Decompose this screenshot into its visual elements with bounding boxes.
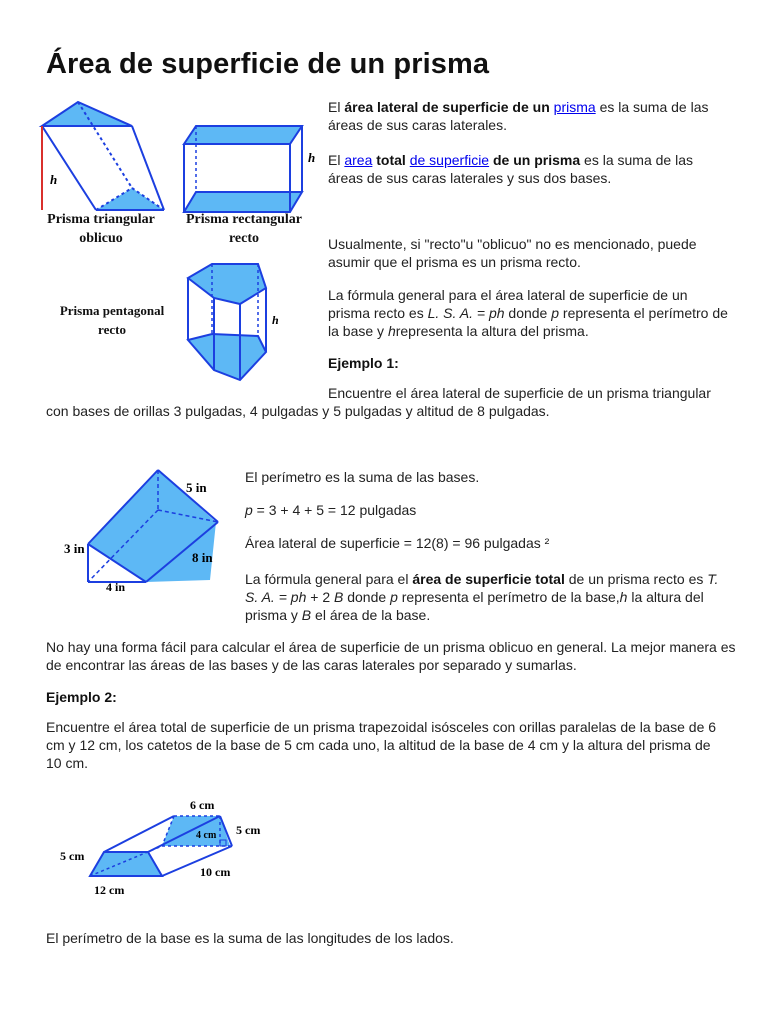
de-superficie-link[interactable]: de superficie (409, 152, 490, 168)
label-5cm-left: 5 cm (60, 849, 85, 863)
pentagonal-prism-caption: Prisma pentagonal recto (59, 303, 165, 337)
example1-triangular-prism-figure (58, 462, 238, 592)
label-6cm: 6 cm (190, 798, 215, 812)
lsa-formula-paragraph: La fórmula general para el área lateral de superficie de un prisma recto es L. S. A. = ph donde p representa el perímetro de la base y hrepresenta la altura del prisma. (328, 287, 728, 339)
total-area-definition: El area total de superficie de un prisma es la suma de las áreas de sus caras laterales y sus dos bases. (328, 152, 693, 186)
prisma-link[interactable]: prisma (553, 99, 596, 115)
tsa-formula-paragraph: La fórmula general para el área de superficie total de un prisma recto es T. S. A. = ph + 2 B donde p representa el perímetro de la base,h la altura del prisma y B el área de la base. (245, 571, 719, 623)
label-3in: 3 in (64, 541, 85, 556)
h-label: h (272, 313, 279, 327)
area-link[interactable]: area (344, 152, 373, 168)
oblique-prism-note: No hay una forma fácil para calcular el área de superficie de un prisma oblicuo en general. La mejor manera es de encontrar las áreas de las bases y de las caras laterales por separado y sumarlas. (46, 639, 736, 673)
rectangular-prism-figure (178, 120, 326, 216)
pentagonal-prism-figure (182, 258, 292, 386)
page-title: Área de superficie de un prisma (46, 48, 490, 80)
label-12cm: 12 cm (94, 883, 125, 897)
example2-statement: Encuentre el área total de superficie de un prisma trapezoidal isósceles con orillas paralelas de la base de 6 cm y 12 cm, los catetos de la base de 5 cm cada uno, la altitud de la base de 4 cm y la altura del prisma de 10 cm. (46, 719, 717, 771)
label-5in: 5 in (186, 480, 207, 495)
right-prism-assumption: Usualmente, si "recto"u "oblicuo" no es mencionado, puede asumir que el prisma es un prisma recto. (328, 236, 697, 270)
h-label: h (308, 150, 316, 165)
perimeter-note: El perímetro de la base es la suma de las longitudes de los lados. (46, 930, 454, 946)
h-label: h (50, 172, 58, 187)
label-8in: 8 in (192, 550, 213, 565)
label-5cm-right: 5 cm (236, 823, 261, 837)
label-10cm: 10 cm (200, 865, 231, 879)
example1-step3: Área lateral de superficie = 12(8) = 96 pulgadas ² (245, 535, 550, 551)
example1-heading: Ejemplo 1: (328, 355, 399, 371)
example1-step2: p = 3 + 4 + 5 = 12 pulgadas (245, 502, 417, 518)
lateral-area-definition: El área lateral de superficie de un prisma es la suma de las áreas de sus caras laterales. (328, 99, 709, 133)
label-4in: 4 in (106, 580, 126, 592)
example2-trapezoidal-prism-figure (58, 794, 278, 898)
rectangular-prism-caption: Prisma rectangular recto (186, 212, 302, 246)
example1-statement: Encuentre el área lateral de superficie de un prisma triangular con bases de orillas 3 pulgadas, 4 pulgadas y 5 pulgadas y altitud de 8 pulgadas. (46, 385, 711, 419)
oblique-triangular-prism-figure (36, 100, 186, 215)
oblique-prism-caption: Prisma triangular oblicuo (47, 212, 155, 246)
example2-heading: Ejemplo 2: (46, 689, 117, 705)
example1-step1: El perímetro es la suma de las bases. (245, 469, 480, 485)
label-4cm: 4 cm (196, 830, 217, 841)
